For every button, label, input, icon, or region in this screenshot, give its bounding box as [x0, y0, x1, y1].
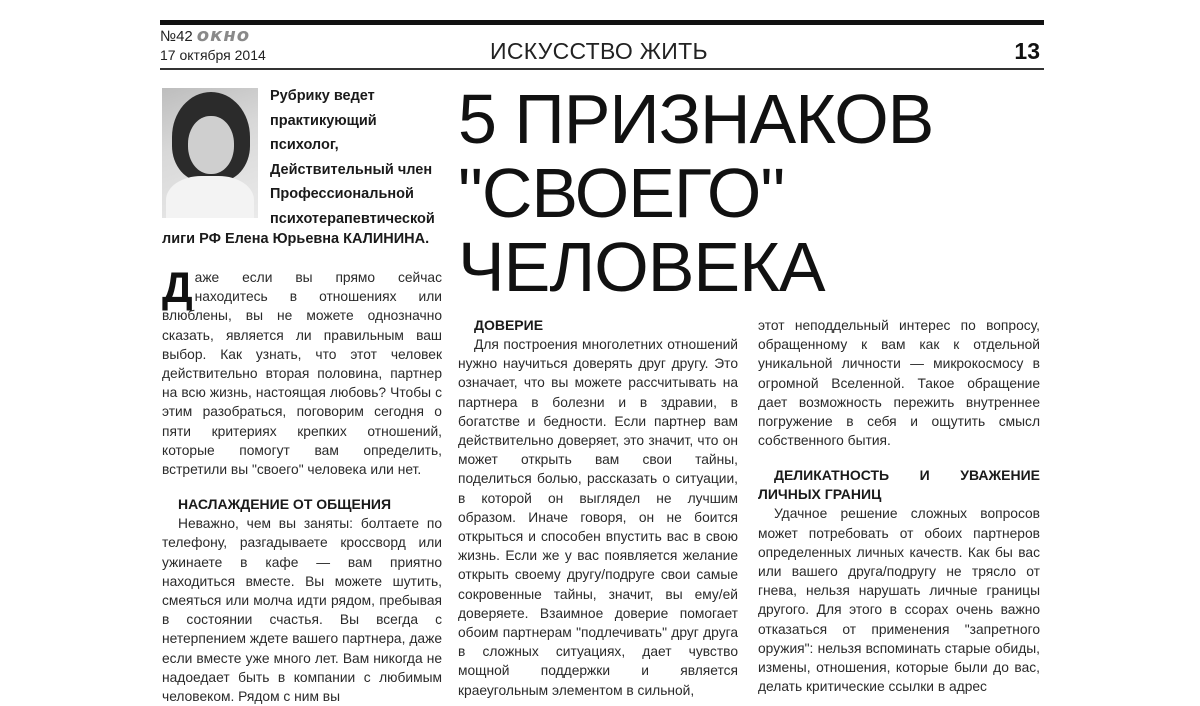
intro-paragraph — [162, 264, 442, 479]
byline-line: Действительный член — [270, 161, 433, 178]
intro-text: аже если вы прямо сейчас находитесь в отношениях или влюблены, вы не можете однозначно сказать, является ли правильным ваш выбор. Как узнать, что этот человек действительно вторая половина, партнер на всю жизнь, настоящая любовь? Чтобы с этим разобраться, поговорим сегодня о пяти критериях крепких отношений, которые помогут вам определить, встретили вы "своего" человека или нет. — [162, 270, 442, 478]
author-portrait-icon — [162, 88, 258, 218]
headline-line-1: 5 ПРИЗНАКОВ — [458, 80, 934, 158]
drop-cap: Д — [162, 264, 193, 312]
issue-number: №42 — [160, 28, 193, 45]
newspaper-page — [160, 20, 1044, 705]
section-heading: ДОВЕРИЕ — [474, 317, 544, 333]
byline-line: психолог, — [270, 137, 339, 153]
column-2 — [458, 316, 738, 700]
section-text: Удачное решение сложных вопросов может потребовать от обоих партнеров определенных личных качеств. Как бы вас или вашего друга/подругу не трясло от гнева, нельзя нарушать личные границы другого. Для этого в ссорах очень важно отказаться от применения "запретного оружия": нельзя вспоминать старые обиды, измены, отношения, которые были до вас, делать критические ссылки в адрес — [758, 506, 1040, 695]
author-byline — [270, 84, 450, 231]
page-number: 13 — [1014, 38, 1040, 64]
issue-info — [160, 25, 266, 63]
article-headline — [458, 82, 1038, 304]
continuation-text: этот неподдельный интерес по вопросу, обращенному к вам как к отдельной уникальной личности — микрокосмосу в огромной Вселенной. Такое обращение дает возможность пережить внутреннее погружение в себя и ощутить смысл собственного бытия. — [758, 318, 1040, 449]
headline-line-2: "СВОЕГО" — [458, 154, 785, 232]
byline-line: Рубрику ведет — [270, 88, 375, 104]
issue-date: 17 октября 2014 — [160, 47, 266, 63]
section-heading: ДЕЛИКАТНОСТЬ И УВАЖЕНИЕ ЛИЧНЫХ ГРАНИЦ — [758, 467, 1040, 503]
column-1 — [162, 264, 442, 706]
section-title: ИСКУССТВО ЖИТЬ — [490, 38, 708, 64]
byline-line: Профессиональной — [270, 186, 414, 202]
section-text: Неважно, чем вы заняты: болтаете по телефону, разгадываете кроссворд или ужинаете в кафе — вам приятно находиться вместе. Вы можете шутить, смеяться или молча идти рядом, пребывая в состоянии счастья. Вы всегда с нетерпением ждете вашего партнера, даже если вместе уже много лет. Вам никогда не надоедает быть в компании с любимым человеком. Рядом с ним вы — [162, 516, 442, 705]
newspaper-logo: окно — [196, 25, 251, 46]
author-name: лиги РФ Елена Юрьевна КАЛИНИНА. — [162, 231, 430, 247]
headline-line-3: ЧЕЛОВЕКА — [458, 228, 825, 306]
section-heading: НАСЛАЖДЕНИЕ ОТ ОБЩЕНИЯ — [178, 496, 392, 513]
top-rule-divider — [160, 20, 1044, 25]
byline-line: психотерапевтической — [270, 210, 435, 227]
column-3 — [758, 316, 1040, 696]
header-rule-divider — [160, 68, 1044, 70]
byline-line: практикующий — [270, 112, 377, 129]
section-text: Для построения многолетних отношений нужно научиться доверять друг другу. Это означает, что вы можете рассчитывать на партнера в болезни и в здравии, в богатстве и бедности. Если партнер вам действительно доверяет, это значит, что он может открыть вам свои тайны, поделиться болью, рассказать о ситуации, в которой он выглядел не лучшим образом. Иначе говоря, он не боится открыться и способен впустить вас в свою жизнь. Если же у вас появляется желание открыть своему другу/подруге свои самые сокровенные тайны, значит, вы ему/ей доверяете. Взаимное доверие помогает обоим партнерам "подлечивать" друг друга в сложных ситуациях, дает чувство мощной поддержки и является краеугольным элементом в сильной, — [458, 337, 738, 698]
page-header — [160, 25, 1044, 68]
